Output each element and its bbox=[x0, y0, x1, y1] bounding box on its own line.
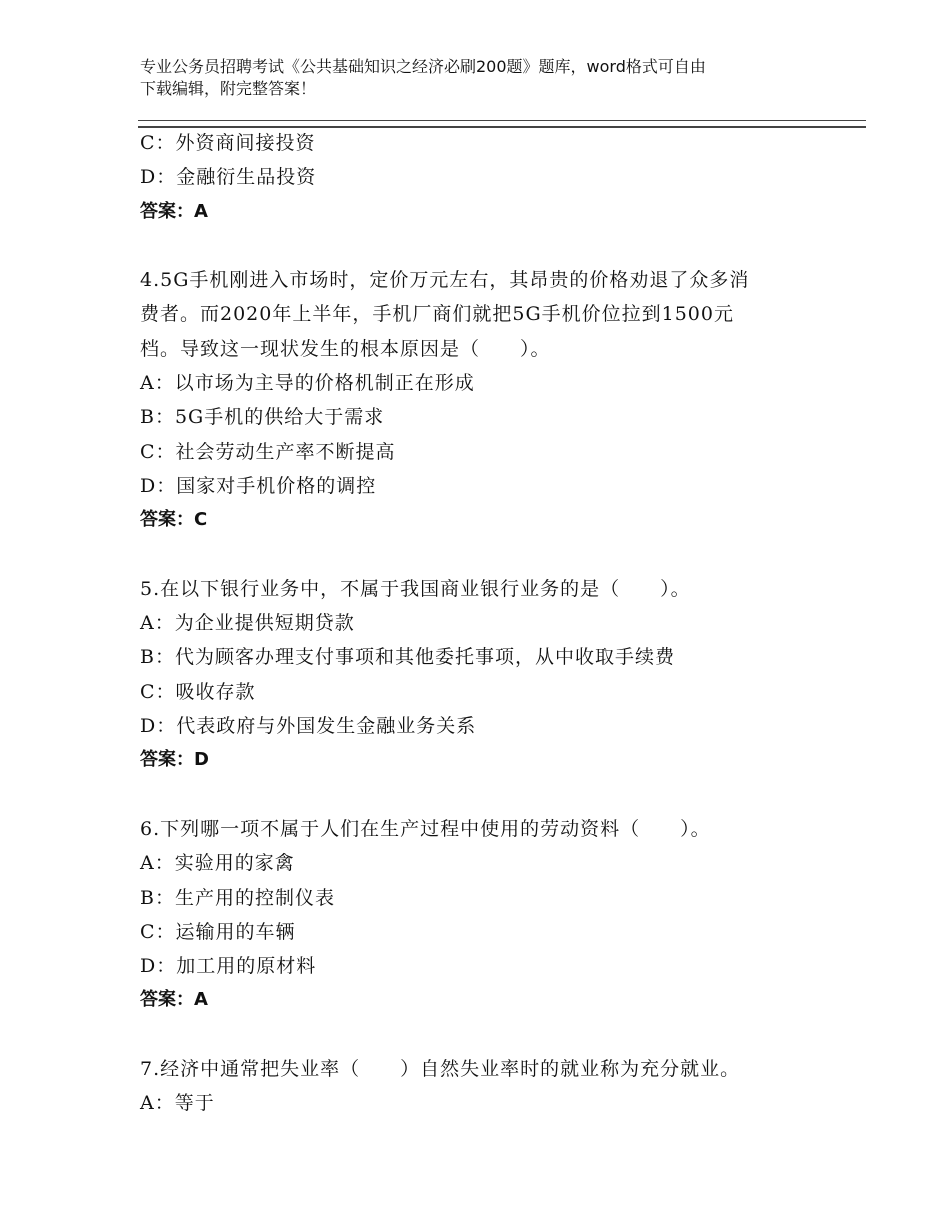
spacer bbox=[140, 1018, 840, 1052]
answer: 答案：D bbox=[140, 749, 209, 771]
option-a: A：等于 bbox=[140, 1092, 215, 1115]
document-body bbox=[140, 126, 840, 1121]
answer: 答案：C bbox=[140, 509, 208, 531]
option-b: B：5G手机的供给大于需求 bbox=[140, 406, 385, 429]
question-4 bbox=[140, 263, 840, 537]
option-d: D：金融衍生品投资 bbox=[140, 166, 317, 189]
option-d: D：国家对手机价格的调控 bbox=[140, 474, 377, 497]
header-line-2: 下载编辑，附完整答案！ bbox=[140, 79, 317, 98]
option-c: C：外资商间接投资 bbox=[140, 132, 316, 154]
question-stem-line-1: 4.5G手机刚进入市场时，定价万元左右，其昂贵的价格劝退了众多消 bbox=[140, 269, 750, 292]
option-c: C：运输用的车辆 bbox=[140, 920, 296, 943]
option-a: A：为企业提供短期贷款 bbox=[140, 612, 355, 635]
option-c: C：吸收存款 bbox=[140, 680, 256, 703]
spacer bbox=[140, 778, 840, 812]
question-5 bbox=[140, 572, 840, 778]
answer: 答案：A bbox=[140, 200, 208, 222]
option-c: C：社会劳动生产率不断提高 bbox=[140, 440, 396, 463]
option-b: B：代为顾客办理支付事项和其他委托事项，从中收取手续费 bbox=[140, 646, 675, 669]
option-d: D：加工用的原材料 bbox=[140, 955, 317, 978]
option-a: A：以市场为主导的价格机制正在形成 bbox=[140, 372, 475, 395]
option-b: B：生产用的控制仪表 bbox=[140, 886, 335, 909]
spacer bbox=[140, 229, 840, 263]
answer: 答案：A bbox=[140, 989, 208, 1011]
header-line-1: 专业公务员招聘考试《公共基础知识之经济必刷200题》题库，word格式可自由 bbox=[140, 57, 706, 76]
question-7 bbox=[140, 1052, 840, 1121]
option-d: D：代表政府与外国发生金融业务关系 bbox=[140, 715, 477, 738]
question-stem-line-3: 档。导致这一现状发生的根本原因是（ ）。 bbox=[140, 337, 551, 360]
question-stem: 7.经济中通常把失业率（ ）自然失业率时的就业称为充分就业。 bbox=[140, 1058, 741, 1081]
question-stem-line-2: 费者。而2020年上半年，手机厂商们就把5G手机价位拉到1500元 bbox=[140, 303, 734, 326]
spacer bbox=[140, 538, 840, 572]
question-stem: 5.在以下银行业务中，不属于我国商业银行业务的是（ ）。 bbox=[140, 577, 691, 600]
question-stem: 6.下列哪一项不属于人们在生产过程中使用的劳动资料（ ）。 bbox=[140, 817, 711, 840]
question-6 bbox=[140, 812, 840, 1018]
option-a: A：实验用的家禽 bbox=[140, 852, 295, 875]
question-3 bbox=[140, 126, 840, 229]
page-header bbox=[140, 56, 820, 100]
